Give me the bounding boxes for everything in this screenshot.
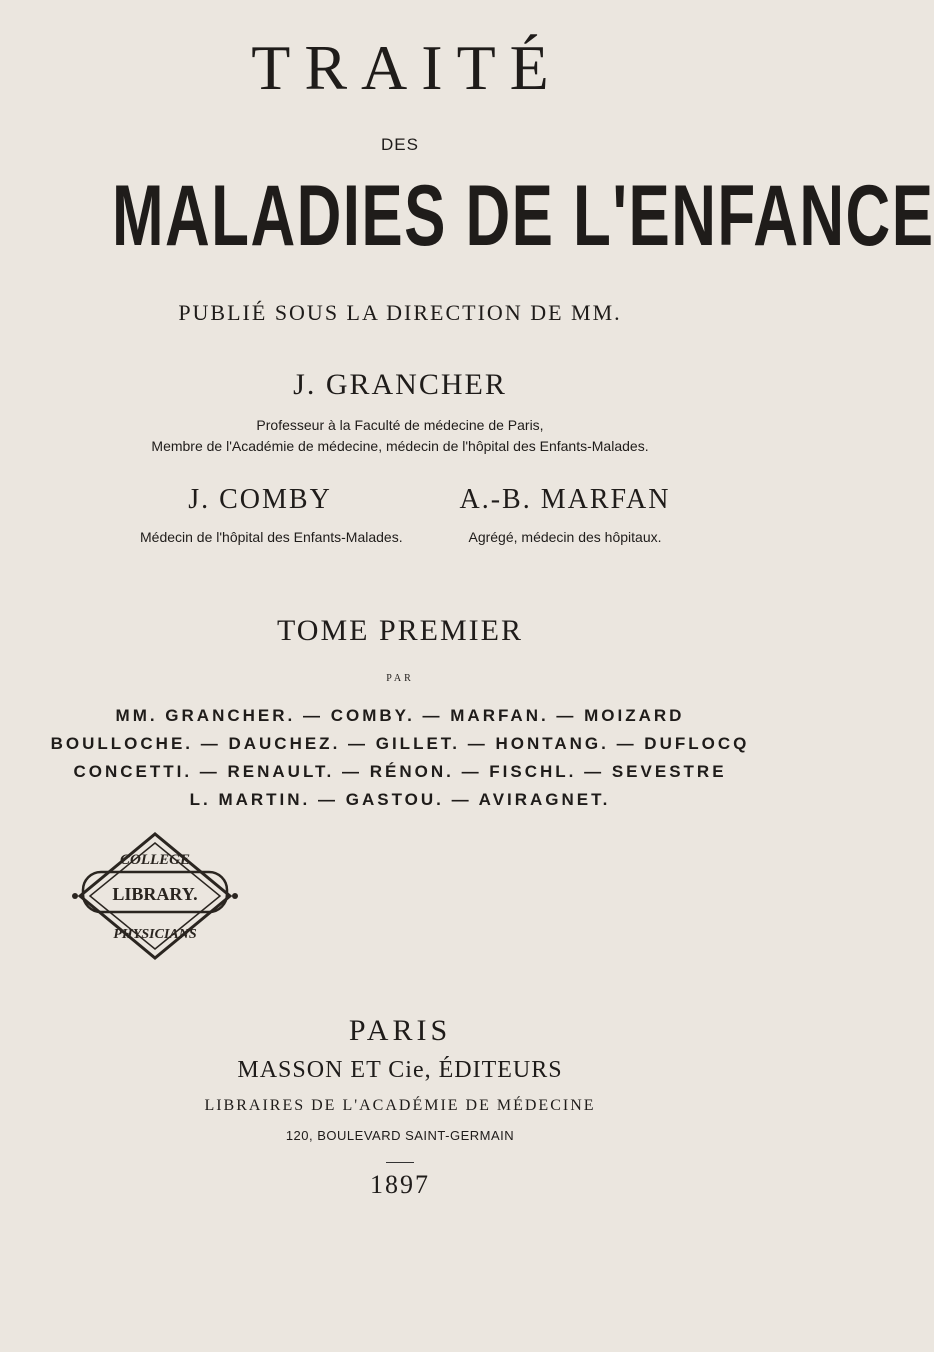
publisher-city: PARIS xyxy=(348,1014,452,1047)
director-desc-2: Membre de l'Académie de médecine, médecin de l'hôpital des Enfants-Malades. xyxy=(151,438,649,454)
codirector-name: J. COMBY xyxy=(188,484,332,515)
codirector-desc: Médecin de l'hôpital des Enfants-Malades. xyxy=(140,529,403,545)
publisher-address: 120, BOULEVARD SAINT-GERMAIN xyxy=(285,1128,515,1143)
svg-text:LIBRARY.: LIBRARY. xyxy=(112,884,198,904)
svg-text:COLLEGE: COLLEGE xyxy=(119,852,191,868)
authors-line: L. MARTIN. — GASTOU. — AVIRAGNET. xyxy=(189,790,611,809)
publisher-role: LIBRAIRES DE L'ACADÉMIE DE MÉDECINE xyxy=(204,1097,596,1114)
divider xyxy=(386,1162,414,1163)
par-label: PAR xyxy=(386,673,414,684)
publication-year: 1897 xyxy=(370,1170,430,1199)
director-name: J. GRANCHER xyxy=(293,368,507,401)
title-traite: TRAITÉ xyxy=(251,32,563,103)
svg-text:PHYSICIANS: PHYSICIANS xyxy=(113,927,197,942)
title-main: MALADIES DE L'ENFANCE xyxy=(112,168,934,264)
codirector-right xyxy=(420,483,710,545)
codirector-desc: Agrégé, médecin des hôpitaux. xyxy=(468,529,662,545)
codirector-name: A.-B. MARFAN xyxy=(459,484,671,515)
publisher-name: MASSON ET Cie, ÉDITEURS xyxy=(237,1057,563,1083)
direction-line: PUBLIÉ SOUS LA DIRECTION DE MM. xyxy=(178,300,622,325)
authors-line: BOULLOCHE. — DAUCHEZ. — GILLET. — HONTANG. — DUFLOCQ xyxy=(50,734,750,753)
director-desc-1: Professeur à la Faculté de médecine de Paris, xyxy=(256,417,544,433)
authors-line: CONCETTI. — RENAULT. — RÉNON. — FISCHL. — SEVESTRE xyxy=(73,762,727,781)
authors-line: MM. GRANCHER. — COMBY. — MARFAN. — MOIZARD xyxy=(115,706,685,725)
library-stamp-icon xyxy=(45,826,265,966)
title-des: DES xyxy=(381,135,419,154)
volume-title: TOME PREMIER xyxy=(277,614,523,647)
codirector-left xyxy=(140,483,403,545)
